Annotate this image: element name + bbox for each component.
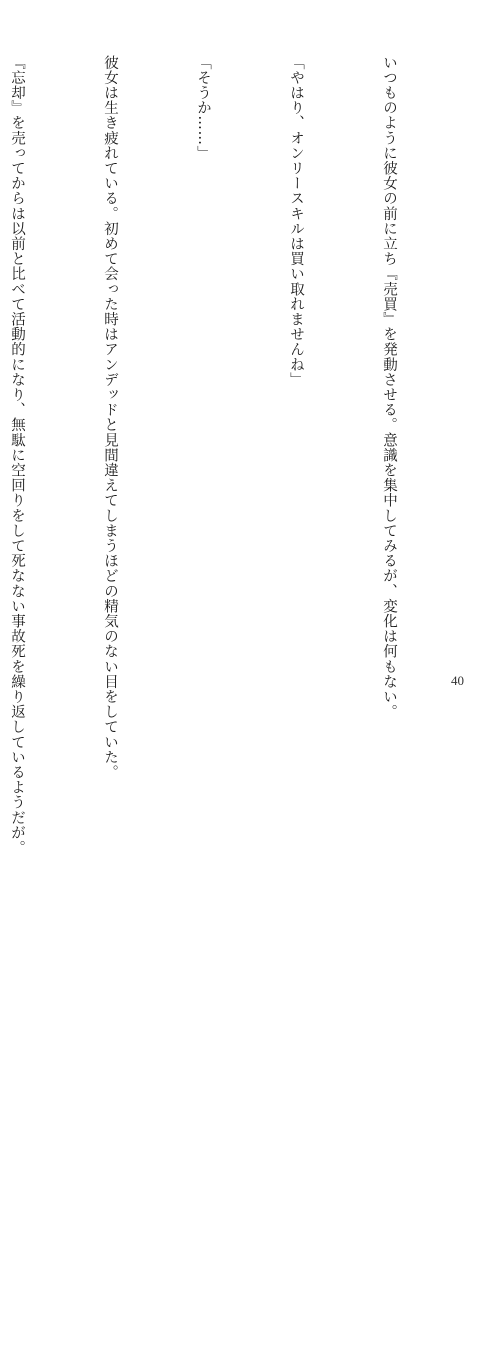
text-line: 「やはり、オンリースキルは買い取れませんね」 (288, 55, 304, 388)
text-line: 『忘却』を売ってからは以前と比べて活動的になり、無駄に空回りをして死なない事故死を繰り返しているようだが。 (9, 55, 25, 856)
text-line: いつものように彼女の前に立ち『売買』を発動させる。意識を集中してみるが、変化は何もない。 (381, 55, 397, 720)
page-number: 40 (451, 673, 464, 688)
text-line: 彼女は生き疲れている。初めて会った時はアンデッドと見間違えてしまうほどの精気のない目をしていた。 (102, 55, 118, 780)
text-line: 「そうか……」 (195, 55, 211, 161)
